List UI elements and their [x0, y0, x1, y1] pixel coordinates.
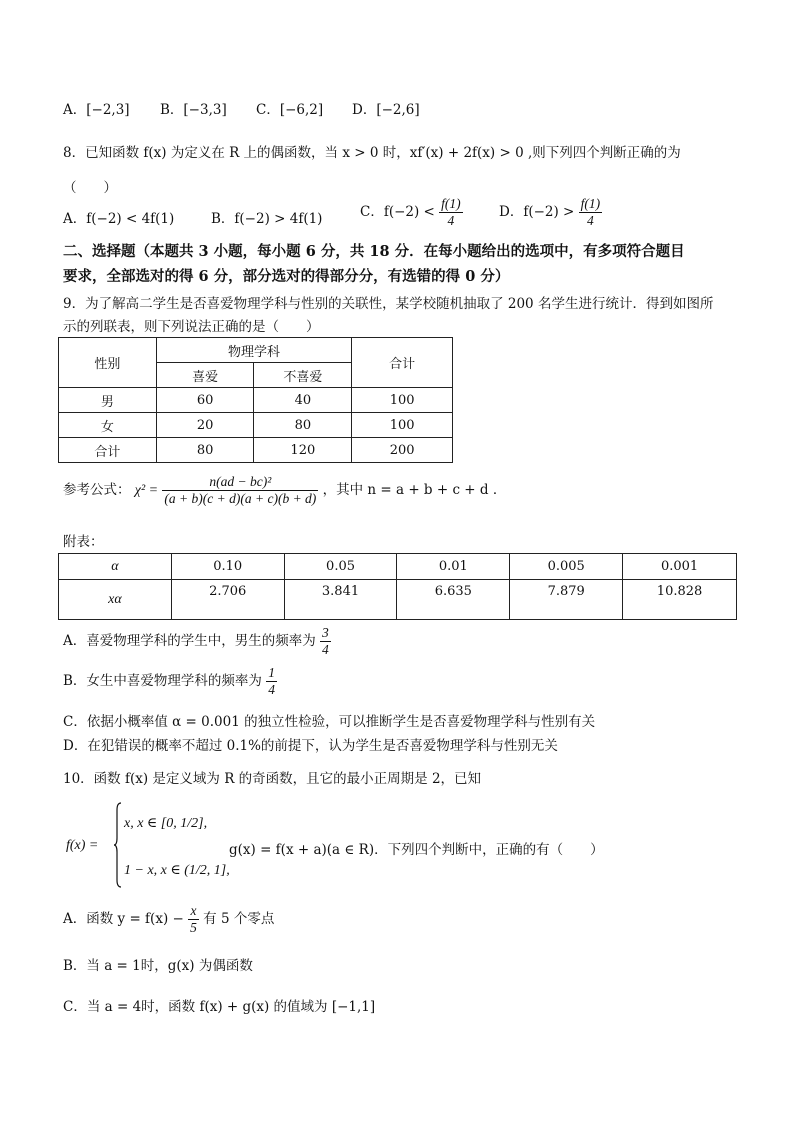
- q7-option-d: D．[−2,6]: [352, 102, 420, 118]
- cell: 120: [254, 438, 352, 463]
- q9-stem-line1: 9．为了解高二学生是否喜爱物理学科与性别的关联性，某学校随机抽取了 200 名学生进行统计．得到如图所: [63, 296, 714, 312]
- q8-option-d: [499, 196, 602, 229]
- q10-stem: 10．函数 f(x) 是定义域为 R 的奇函数，且它的最小正周期是 2，已知: [63, 771, 482, 787]
- q9-option-a: [63, 625, 331, 658]
- q10-option-a-denominator: 5: [190, 920, 197, 935]
- q9-option-a-fraction: [320, 625, 331, 658]
- q8-option-d-numerator: f(1): [580, 196, 601, 211]
- q9-option-a-numerator: 3: [322, 625, 329, 640]
- q8-option-c: [360, 196, 463, 229]
- q8-option-c-fraction: [439, 196, 463, 229]
- section2-heading-line2: 要求，全部选对的得 6 分，部分选对的得部分分，有选错的得 0 分）: [63, 268, 510, 285]
- row-label: 男: [59, 388, 157, 413]
- alpha-label: α: [59, 554, 172, 580]
- q10-option-c: C．当 a = 4时，函数 f(x) + g(x) 的值域为 [−1,1]: [63, 999, 376, 1015]
- table-row: [59, 438, 453, 463]
- header-total: 合计: [352, 338, 453, 388]
- cell: 80: [254, 413, 352, 438]
- x-alpha-value: 7.879: [510, 580, 623, 620]
- reference-table: [58, 553, 737, 620]
- x-alpha-value: 3.841: [284, 580, 397, 620]
- q8-stem: 8．已知函数 f(x) 为定义在 R 上的偶函数，当 x > 0 时，xf′(x) + 2f(x) > 0 ,则下列四个判断正确的为: [63, 145, 681, 161]
- q8-option-b: B．f(−2) > 4f(1): [211, 211, 323, 227]
- q10-option-a-prefix: A．函数 y = f(x) −: [63, 911, 184, 927]
- cell: 200: [352, 438, 453, 463]
- q8-option-a: A．f(−2) < 4f(1): [63, 211, 175, 227]
- table-row: [59, 413, 453, 438]
- alpha-value: 0.10: [171, 554, 284, 580]
- q10-option-a-fraction: [188, 903, 199, 936]
- q9-stem-line2: 示的列联表，则下列说法正确的是（ ）: [63, 319, 320, 335]
- q10-f-lhs: f(x) =: [66, 838, 99, 853]
- header-gender: 性别: [59, 338, 157, 388]
- row-label: 合计: [59, 438, 157, 463]
- q7-option-a: A．[−2,3]: [63, 102, 130, 118]
- cell: 40: [254, 388, 352, 413]
- cell: 60: [156, 388, 254, 413]
- q7-option-c: C．[−6,2]: [256, 102, 324, 118]
- q8-option-c-denominator: 4: [447, 213, 455, 228]
- q9-option-b-numerator: 1: [268, 665, 275, 680]
- header-like: 喜爱: [156, 363, 254, 388]
- q8-option-c-numerator: f(1): [441, 196, 461, 211]
- q10-option-a-numerator: x: [188, 903, 199, 920]
- piecewise-brace: [114, 802, 122, 888]
- q8-answer-paren: （ ）: [63, 180, 117, 196]
- q8-option-c-prefix: C．f(−2) <: [360, 204, 435, 220]
- q9-option-b-fraction: [266, 665, 277, 698]
- q8-option-d-denominator: 4: [587, 213, 594, 228]
- q9-option-c: C．依据小概率值 α = 0.001 的独立性检验，可以推断学生是否喜爱物理学科与性别有关: [63, 714, 596, 730]
- q9-option-b-text: B．女生中喜爱物理学科的频率为: [63, 673, 262, 689]
- q10-case2: 1 − x, x ∈ (1/2, 1],: [124, 863, 230, 878]
- q9-option-b-denominator: 4: [268, 682, 275, 697]
- header-dislike: 不喜爱: [254, 363, 352, 388]
- q9-option-b: [63, 665, 277, 698]
- section2-heading-line1: 二、选择题（本题共 3 小题，每小题 6 分，共 18 分．在每小题给出的选项中，有多项符合题目: [63, 243, 685, 260]
- appendix-label: 附表：: [63, 534, 104, 550]
- q10-option-a: [63, 903, 274, 936]
- q9-option-a-text: A．喜爱物理学科的学生中，男生的频率为: [63, 633, 316, 649]
- cell: 80: [156, 438, 254, 463]
- row-label: 女: [59, 413, 157, 438]
- formula-label: 参考公式：: [63, 482, 131, 498]
- alpha-value: 0.001: [623, 554, 737, 580]
- x-alpha-value: 2.706: [171, 580, 284, 620]
- q9-option-d: D．在犯错误的概率不超过 0.1%的前提下，认为学生是否喜爱物理学科与性别无关: [63, 738, 558, 754]
- x-alpha-value: 6.635: [397, 580, 510, 620]
- contingency-table: [58, 337, 453, 463]
- alpha-value: 0.05: [284, 554, 397, 580]
- formula-tail: ，其中 n = a + b + c + d ．: [322, 482, 507, 498]
- x-alpha-value: 10.828: [623, 580, 737, 620]
- alpha-value: 0.005: [510, 554, 623, 580]
- q9-option-a-denominator: 4: [322, 642, 329, 657]
- formula: [63, 474, 506, 507]
- formula-fraction: [162, 474, 318, 507]
- table-row: [59, 388, 453, 413]
- cell: 100: [352, 388, 453, 413]
- q10-option-b: B．当 a = 1时，g(x) 为偶函数: [63, 958, 253, 974]
- q8-option-d-prefix: D．f(−2) >: [499, 204, 575, 220]
- q7-option-b: B．[−3,3]: [160, 102, 227, 118]
- q10-case1: x, x ∈ [0, 1/2],: [124, 816, 208, 831]
- formula-denominator: (a + b)(c + d)(a + c)(b + d): [164, 491, 317, 506]
- formula-lhs: χ² =: [134, 483, 159, 498]
- alpha-value: 0.01: [397, 554, 510, 580]
- q8-option-d-fraction: [579, 196, 603, 229]
- formula-numerator: n(ad − bc)²: [162, 474, 318, 491]
- cell: 20: [156, 413, 254, 438]
- cell: 100: [352, 413, 453, 438]
- x-alpha-label: xα: [59, 580, 172, 620]
- header-physics: 物理学科: [156, 338, 352, 363]
- q10-g-definition: g(x) = f(x + a)(a ∈ R)．下列四个判断中，正确的有（ ）: [229, 842, 604, 858]
- q10-option-a-suffix: 有 5 个零点: [203, 911, 275, 927]
